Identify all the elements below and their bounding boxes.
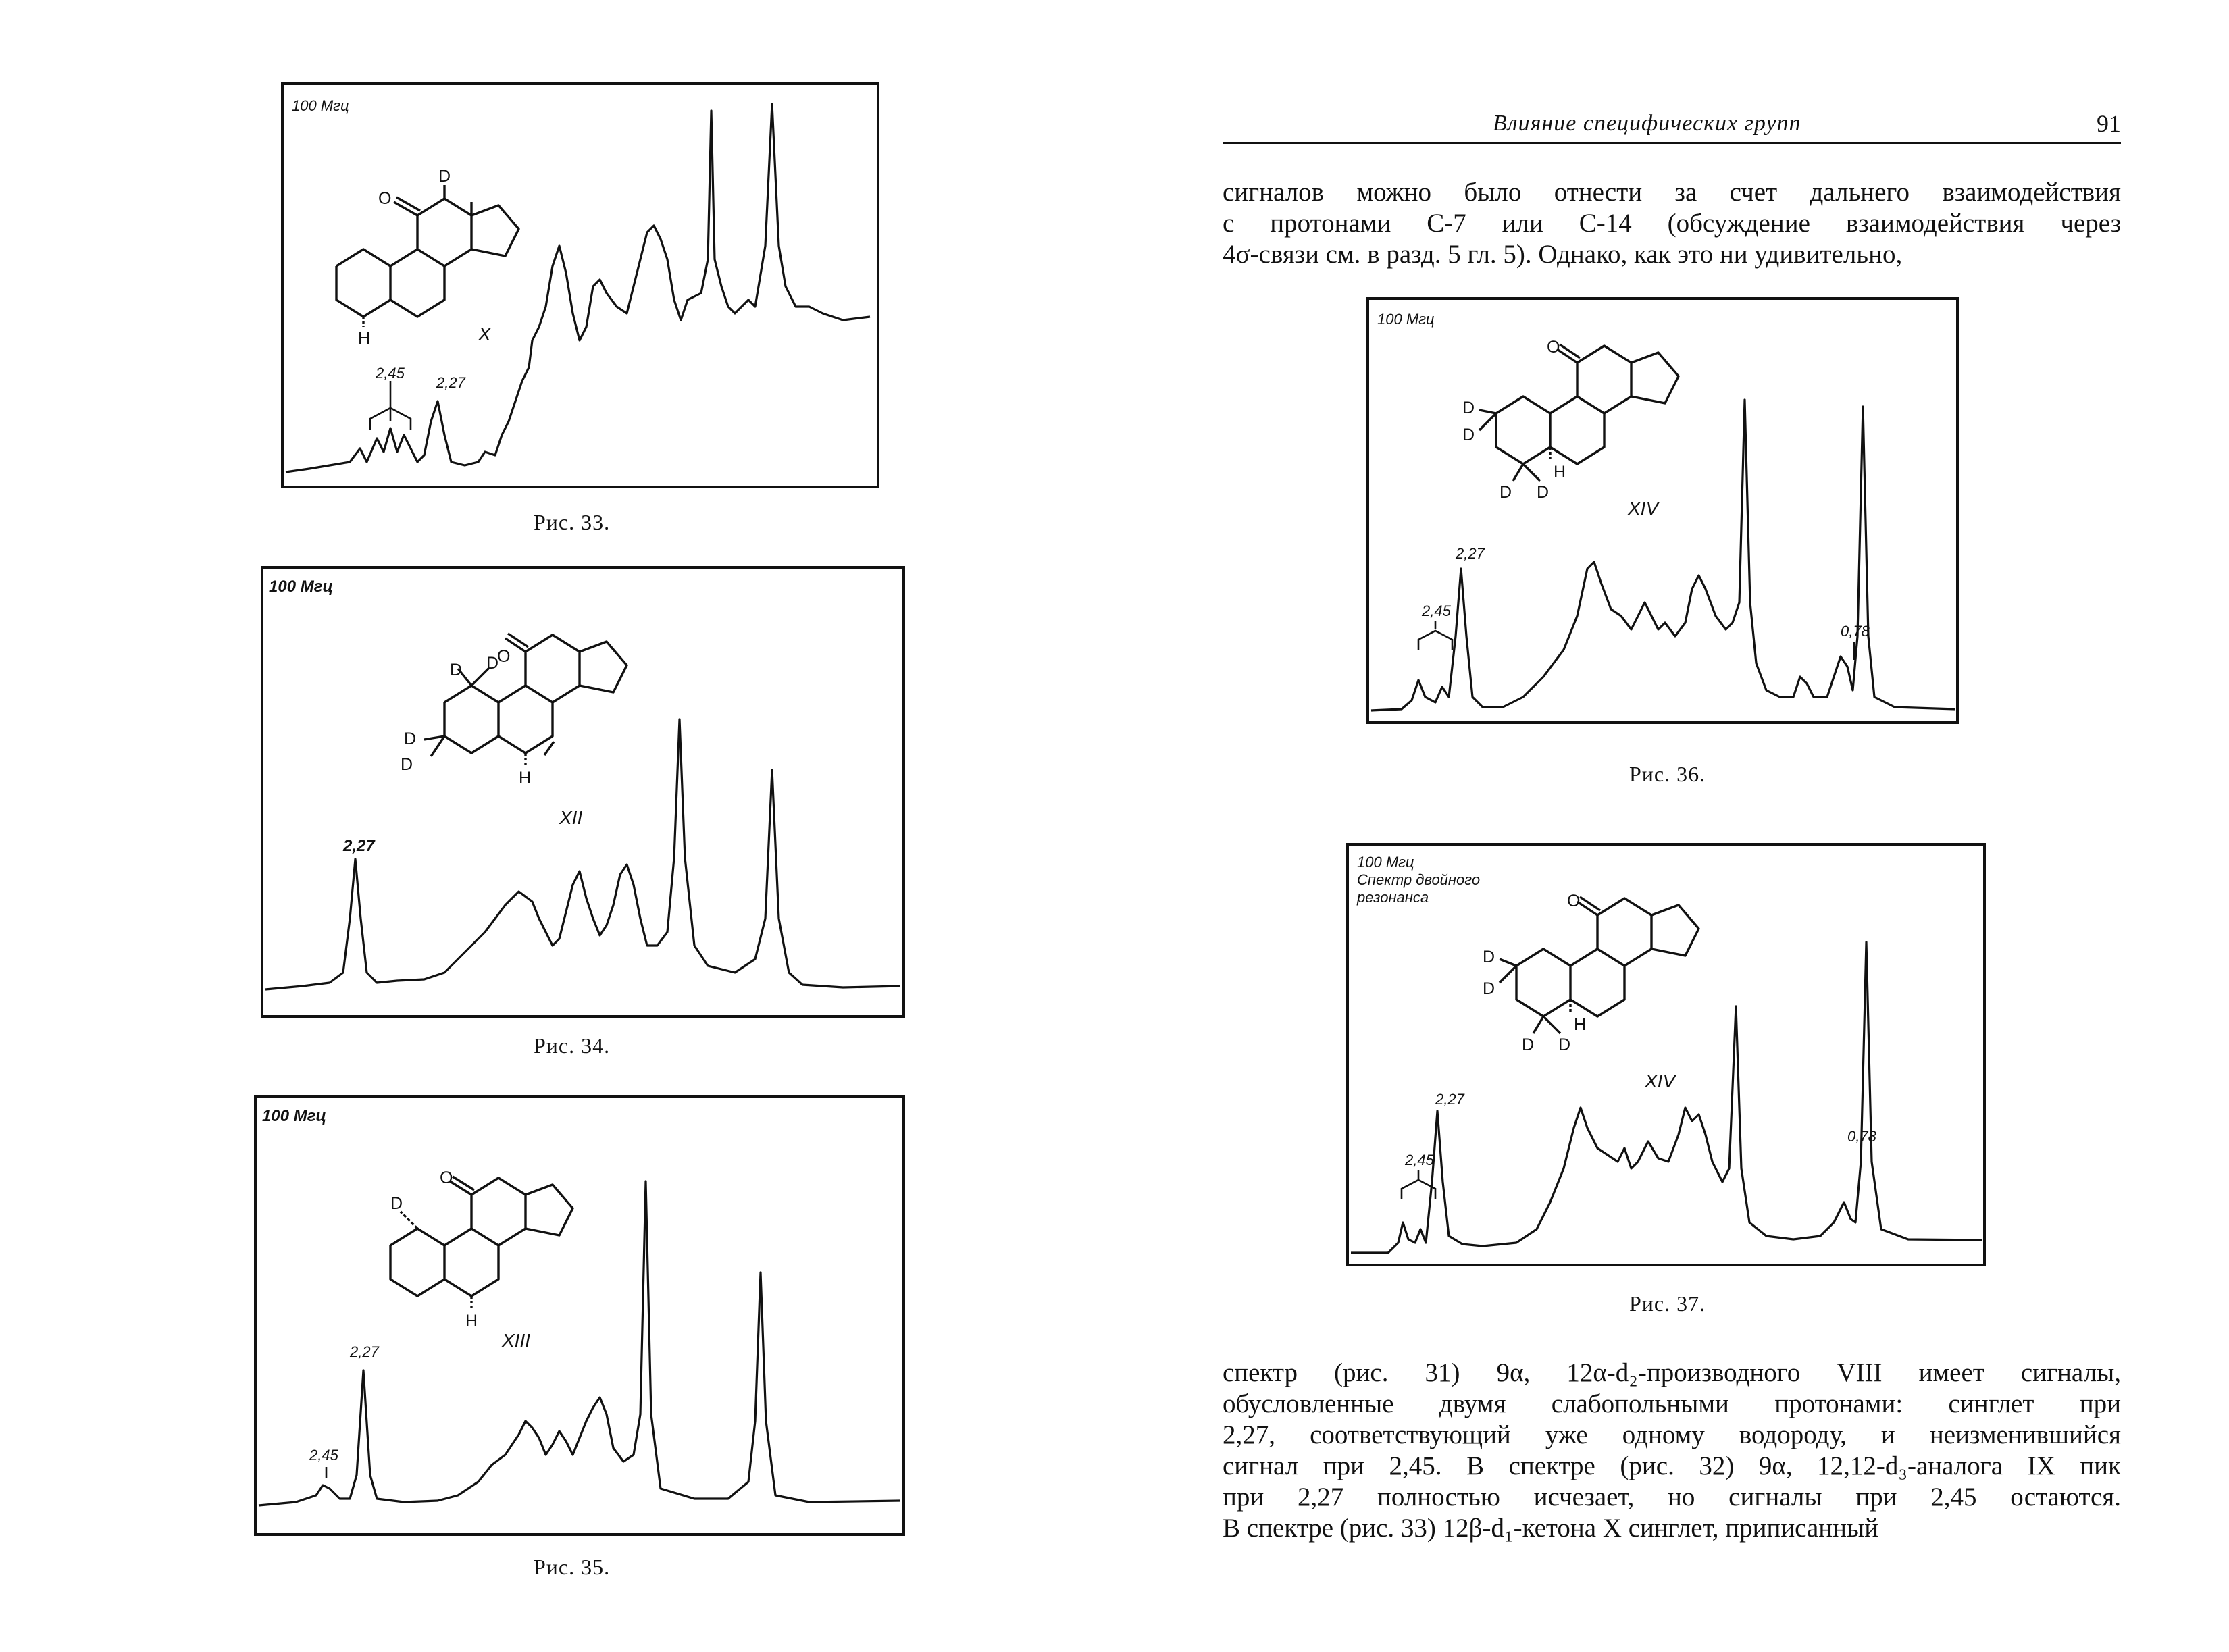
steroid-structure xyxy=(1500,897,1699,1033)
figure-37 xyxy=(1348,844,1996,1276)
text-line: сигналов можно было отнести за счет дальнего взаимодействия xyxy=(1223,178,2121,207)
peak-label-0-78: 0,78 xyxy=(1841,623,1870,640)
deuterium-atom-label: D xyxy=(1522,1035,1535,1054)
figure-35-caption: Рис. 35. xyxy=(534,1555,611,1579)
figure-35-plot xyxy=(255,1097,911,1543)
oxygen-atom-label: O xyxy=(1547,338,1560,357)
figure-37-plot xyxy=(1348,844,1996,1276)
running-title: Влияние специфических групп xyxy=(1493,111,1801,136)
deuterium-atom-label: D xyxy=(1483,979,1495,998)
peak-label-0-78: 0,78 xyxy=(1847,1128,1876,1145)
peak-label-2-45: 2,45 xyxy=(309,1447,338,1464)
body-text-top xyxy=(1223,177,2121,270)
hydrogen-atom-label: H xyxy=(358,329,371,348)
deuterium-atom-label: D xyxy=(1500,483,1512,502)
figure-37-caption: Рис. 37. xyxy=(1629,1291,1706,1316)
hydrogen-atom-label: H xyxy=(1574,1015,1587,1034)
frequency-label: 100 Мгц xyxy=(292,97,349,114)
figure-34 xyxy=(262,567,911,1027)
hydrogen-atom-label: H xyxy=(1554,463,1566,482)
frequency-label: 100 Мгц xyxy=(269,577,334,596)
deuterium-atom-label: D xyxy=(450,661,463,679)
compound-label: XIII xyxy=(502,1330,531,1351)
figure-33 xyxy=(282,84,890,489)
deuterium-atom-label: D xyxy=(1537,483,1549,502)
text-line: 2,27, соответствующий уже одному водороду, и неизменившийся xyxy=(1223,1420,2121,1449)
figure-frame xyxy=(282,84,878,487)
steroid-structure xyxy=(424,634,627,767)
compound-label: XIV xyxy=(1645,1070,1676,1091)
deuterium-atom-label: D xyxy=(390,1194,403,1213)
figure-frame xyxy=(1348,844,1984,1265)
figure-33-plot xyxy=(282,84,890,489)
figure-frame xyxy=(262,567,904,1016)
deuterium-atom-label: D xyxy=(438,167,451,186)
text-line: при 2,27 полностью исчезает, но сигналы при 2,45 остаются. xyxy=(1223,1482,2121,1512)
subtitle-line-2: резонанса xyxy=(1357,889,1429,906)
body-text-bottom xyxy=(1223,1358,2121,1544)
peak-marker-2-45 xyxy=(370,381,411,430)
figure-34-plot xyxy=(262,567,911,1027)
oxygen-atom-label: O xyxy=(440,1168,453,1187)
peak-label-2-27: 2,27 xyxy=(350,1343,379,1360)
text-line: 4σ-связи см. в разд. 5 гл. 5). Однако, как это ни удивительно, xyxy=(1223,240,1903,269)
frequency-label: 100 Мгц xyxy=(1377,311,1435,328)
figure-frame xyxy=(255,1097,904,1534)
peak-label-2-27: 2,27 xyxy=(1456,545,1485,562)
text-line: спектр (рис. 31) 9α, 12α-d₂-производного VIII имеет сигналы, xyxy=(1223,1358,2121,1387)
hydrogen-atom-label: H xyxy=(465,1312,478,1331)
peak-label-2-27: 2,27 xyxy=(343,837,375,855)
text-line: с протонами С-7 или С-14 (обсуждение взаимодействия через xyxy=(1223,209,2121,238)
left-page xyxy=(0,0,1114,1652)
figure-33-caption: Рис. 33. xyxy=(534,510,611,534)
peak-marker-2-45 xyxy=(1418,621,1452,650)
peak-label-2-45: 2,45 xyxy=(1422,602,1451,619)
peak-label-2-45: 2,45 xyxy=(1405,1152,1434,1168)
deuterium-atom-label: D xyxy=(1558,1035,1571,1054)
steroid-structure xyxy=(336,185,519,327)
deuterium-atom-label: D xyxy=(1483,948,1495,966)
text-line: обусловленные двумя слабопольными протонами: синглет при xyxy=(1223,1389,2121,1418)
steroid-structure xyxy=(1479,344,1679,481)
frequency-label: 100 Мгц xyxy=(1357,854,1414,871)
steroid-structure xyxy=(390,1177,573,1310)
frequency-label: 100 Мгц xyxy=(262,1107,327,1125)
deuterium-atom-label: D xyxy=(1462,425,1475,444)
subtitle-line-1: Спектр двойного xyxy=(1357,871,1481,888)
figure-35 xyxy=(255,1097,911,1543)
compound-label: X xyxy=(478,324,491,344)
deuterium-atom-label: D xyxy=(404,729,417,748)
figure-36-caption: Рис. 36. xyxy=(1629,762,1706,786)
compound-label: XIV xyxy=(1628,498,1659,519)
peak-label-2-27: 2,27 xyxy=(436,374,465,391)
peak-label-2-45: 2,45 xyxy=(376,365,405,382)
oxygen-atom-label: O xyxy=(378,189,392,208)
figure-34-caption: Рис. 34. xyxy=(534,1033,611,1058)
deuterium-atom-label: D xyxy=(486,654,499,673)
page-number: 91 xyxy=(2097,110,2121,137)
text-line: В спектре (рис. 33) 12β-d₁-кетона X синглет, приписанный xyxy=(1223,1514,1879,1543)
deuterium-atom-label: D xyxy=(401,755,413,774)
oxygen-atom-label: O xyxy=(497,647,511,666)
deuterium-atom-label: D xyxy=(1462,398,1475,417)
oxygen-atom-label: O xyxy=(1567,892,1581,910)
figure-frame xyxy=(1368,299,1957,723)
peak-label-2-27: 2,27 xyxy=(1435,1091,1464,1108)
figure-36-plot xyxy=(1368,299,1969,731)
text-line: сигнал при 2,45. В спектре (рис. 32) 9α, 12,12-d₃-аналога IX пик xyxy=(1223,1451,2121,1480)
figure-36 xyxy=(1368,299,1969,731)
hydrogen-atom-label: H xyxy=(519,769,532,788)
running-head xyxy=(1223,108,2121,144)
compound-label: XII xyxy=(559,807,583,828)
